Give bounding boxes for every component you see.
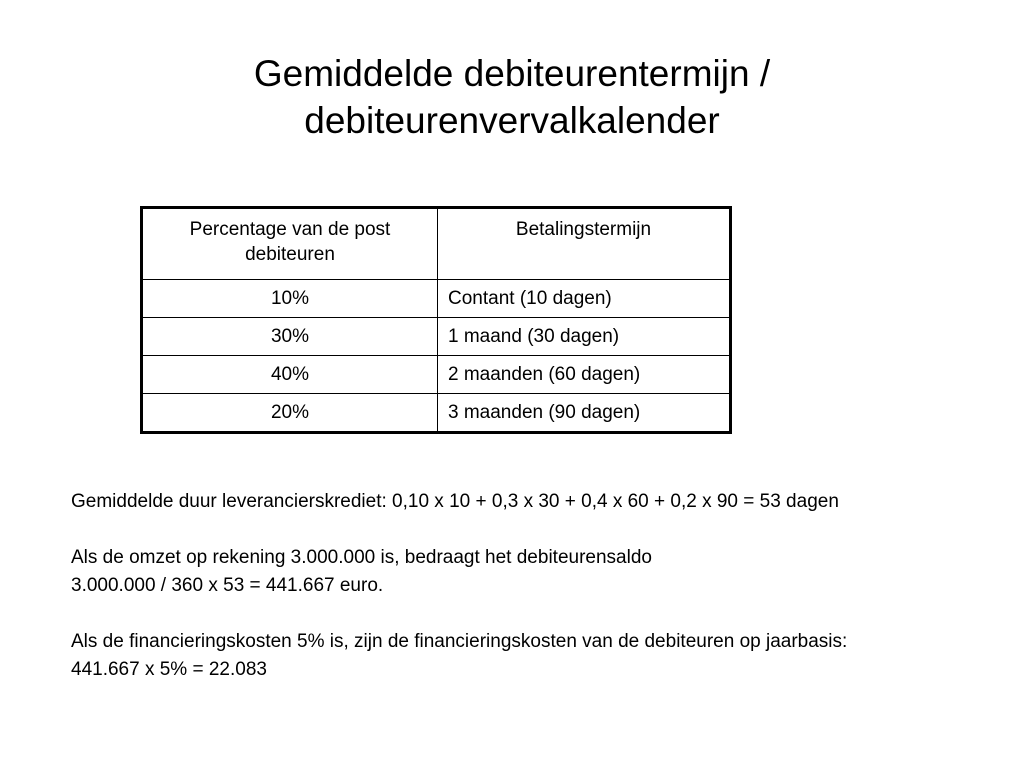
cell-payment-term: 2 maanden (60 dagen) [438,356,731,394]
average-duration-text: Gemiddelde duur leverancierskrediet: 0,10 x 10 + 0,3 x 30 + 0,4 x 60 + 0,2 x 90 = 53 dagen [71,491,839,512]
slide-title-line-1: Gemiddelde debiteurentermijn / [253,53,771,94]
table-row [142,318,731,356]
cell-percentage: 30% [142,318,438,356]
table-row [142,356,731,394]
cell-payment-term: 3 maanden (90 dagen) [438,394,731,433]
header-payment-term: Betalingstermijn [438,208,731,280]
slide-title-line-2: debiteurenvervalkalender [304,100,720,141]
turnover-text-line-2: 3.000.000 / 360 x 53 = 441.667 euro. [71,575,384,596]
cell-percentage: 20% [142,394,438,433]
financing-costs-text-line-1: Als de financieringskosten 5% is, zijn de financieringskosten van de debiteuren op jaarbasis: [71,631,848,652]
financing-costs-text-line-2: 441.667 x 5% = 22.083 [71,659,267,680]
cell-percentage: 40% [142,356,438,394]
table-header-row [142,208,731,280]
spacer [71,600,1021,628]
cell-payment-term: Contant (10 dagen) [438,280,731,318]
slide-title [0,50,1024,144]
spacer [71,516,1021,544]
calculation-notes [71,488,1021,684]
payment-term-table [140,206,732,434]
cell-percentage: 10% [142,280,438,318]
header-percentage: Percentage van de post debiteuren [142,208,438,280]
table-row [142,394,731,433]
cell-payment-term: 1 maand (30 dagen) [438,318,731,356]
table-row [142,280,731,318]
turnover-text-line-1: Als de omzet op rekening 3.000.000 is, bedraagt het debiteurensaldo [71,547,652,568]
